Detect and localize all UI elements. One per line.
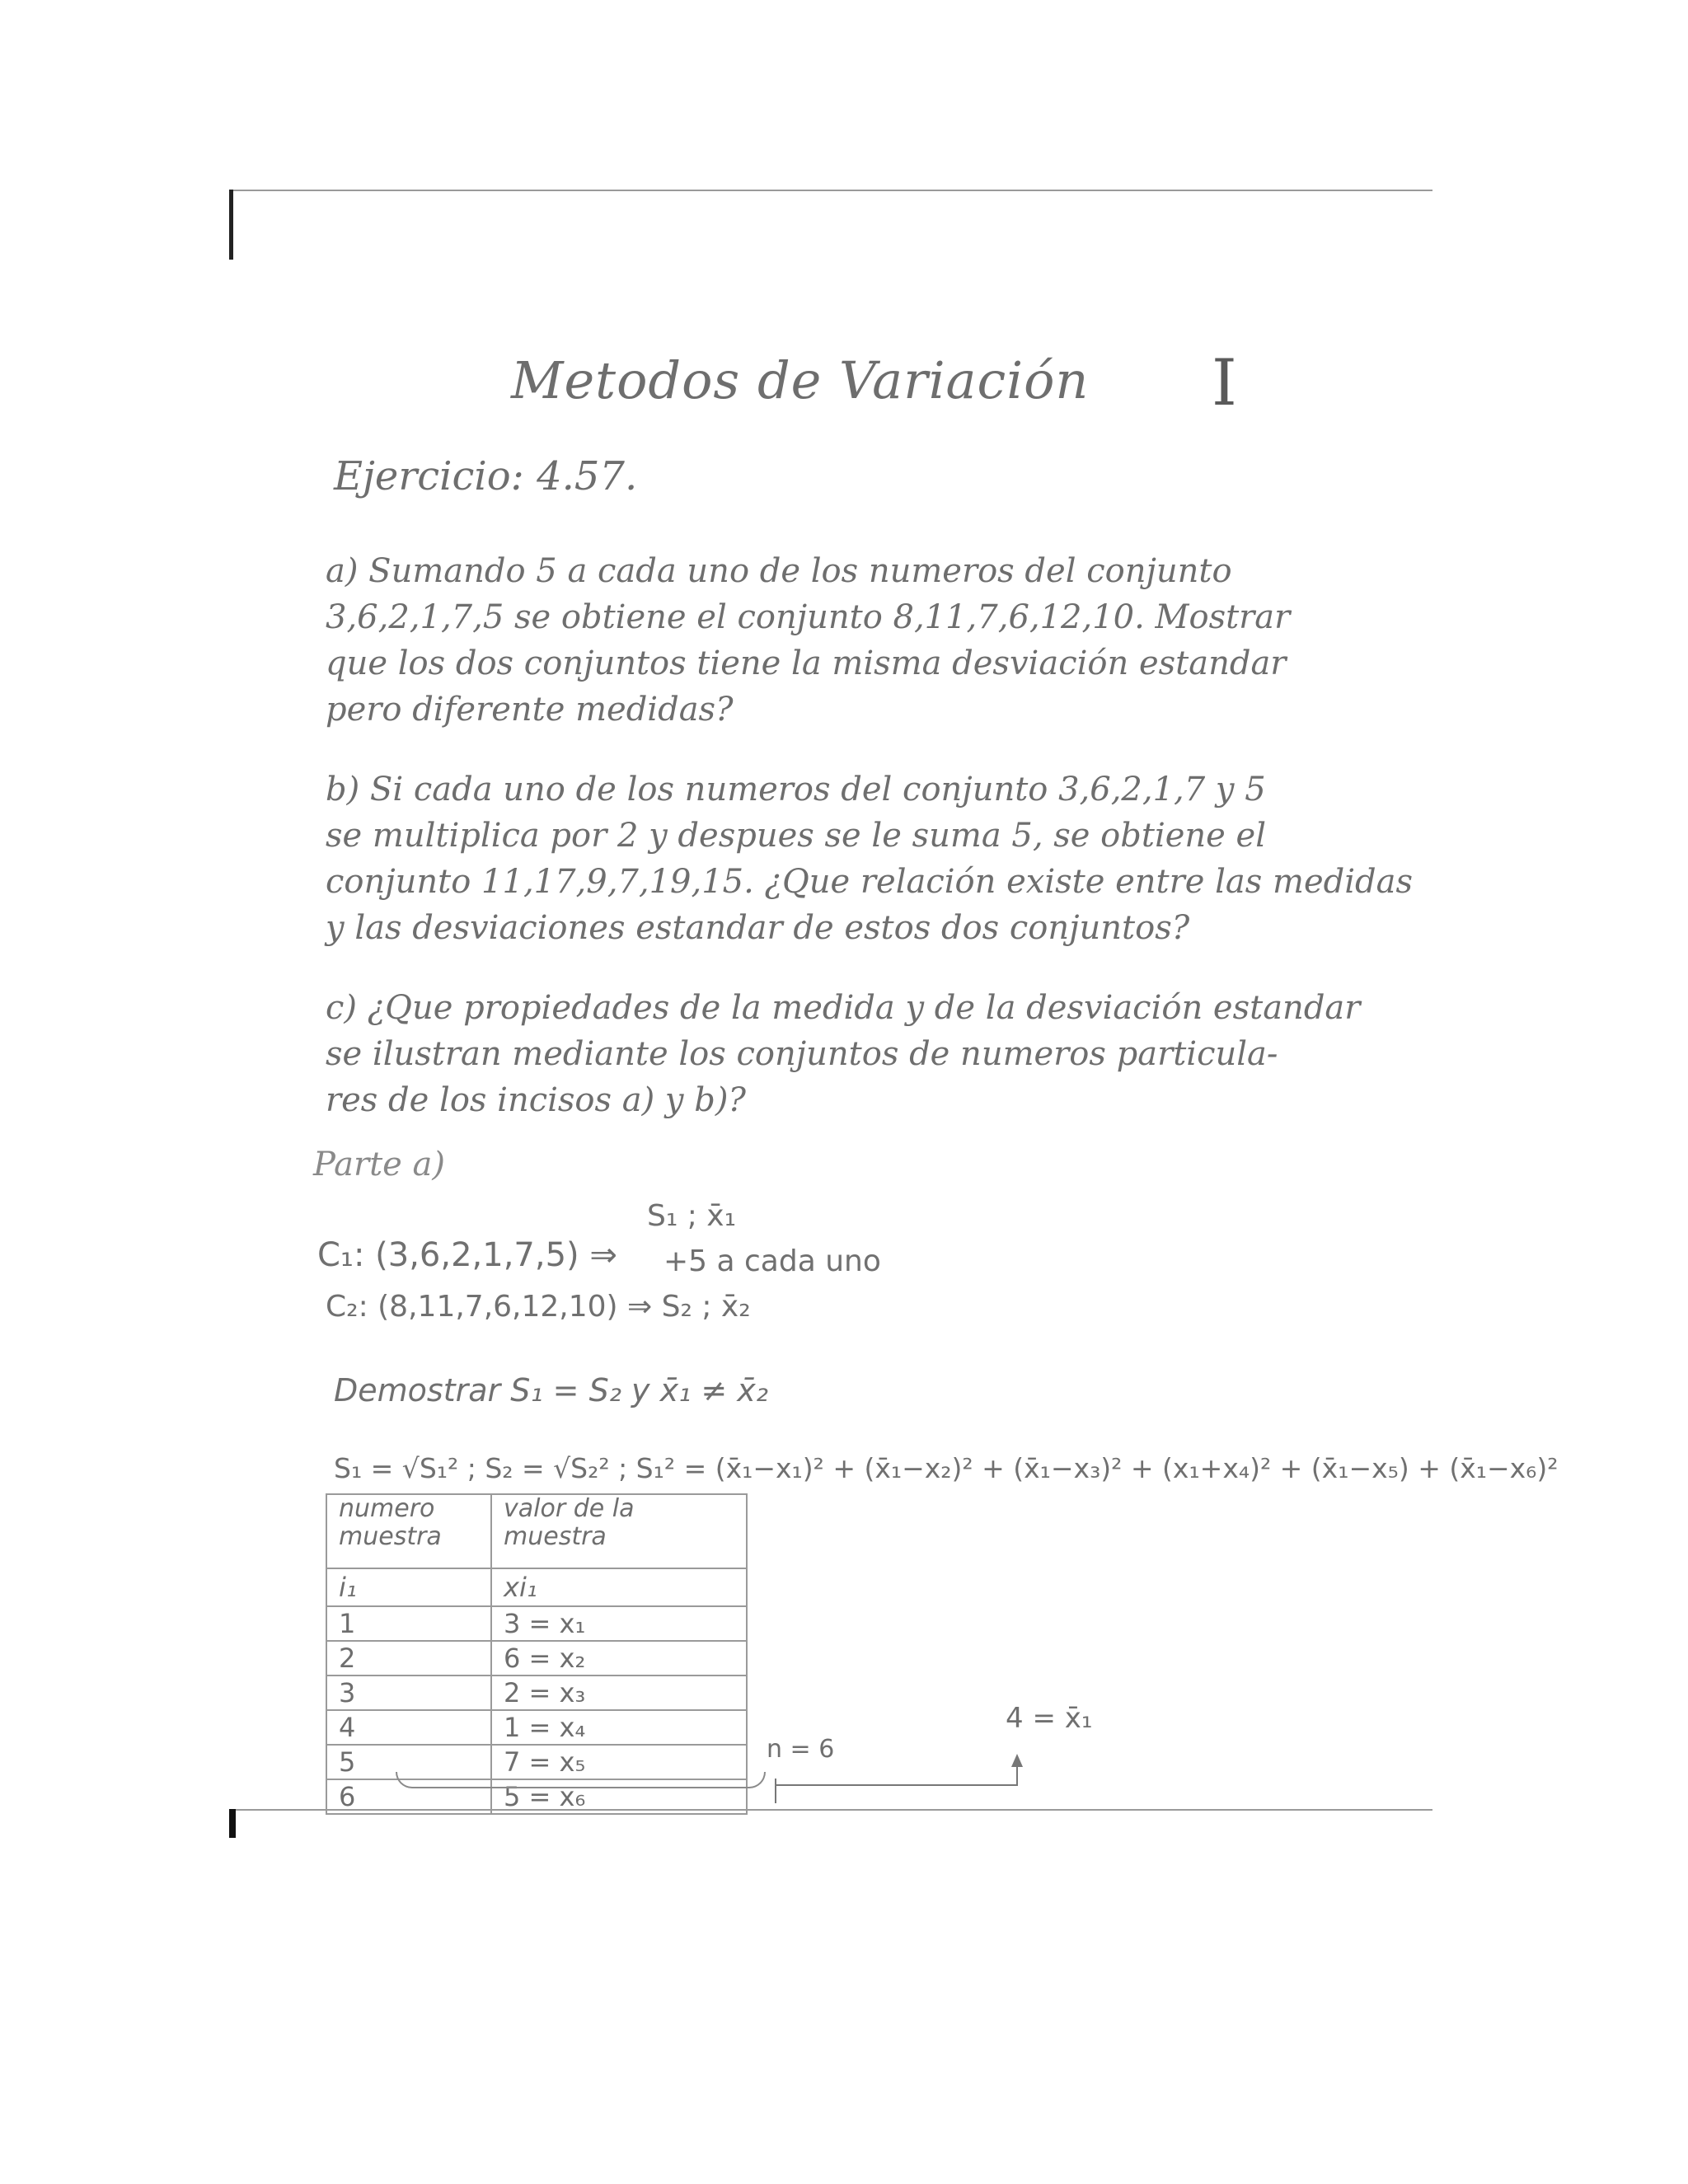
question-b-line: b) Si cada uno de los numeros del conjunto 3,6,2,1,7 y 5 (326, 771, 1266, 808)
question-b (326, 766, 1414, 951)
table-cell-index: 3 (326, 1675, 491, 1710)
plus-five-note: +5 a cada uno (663, 1244, 881, 1278)
left-margin-mark (229, 190, 233, 260)
table-subheader-value: xi₁ (491, 1568, 747, 1606)
table-subheader-row (326, 1568, 747, 1606)
table-row (326, 1675, 747, 1710)
table-cell-index: 6 (326, 1779, 491, 1814)
table-cell-value: 7 = x₅ (491, 1745, 747, 1779)
set-c1: C₁: (3,6,2,1,7,5) ⇒ (317, 1236, 617, 1274)
question-c-line: res de los incisos a) y b)? (326, 1081, 746, 1119)
table-cell-index: 2 (326, 1641, 491, 1675)
table-subheader-index: i₁ (326, 1568, 491, 1606)
question-c (326, 985, 1364, 1123)
part-a-heading: Parte a) (313, 1146, 445, 1183)
connector-line (775, 1784, 1018, 1786)
table-header-sample-value: valor de la muestra (491, 1494, 747, 1568)
table-row (326, 1606, 747, 1641)
table-header-sample-number: numero muestra (326, 1494, 491, 1568)
connector-stem-left (775, 1779, 776, 1803)
top-rule (229, 190, 1432, 191)
question-b-line: se multiplica por 2 y despues se le suma 5, se obtiene el (326, 817, 1267, 855)
question-a (326, 548, 1364, 733)
unit-numeral: I (1212, 346, 1237, 420)
table-cell-index: 1 (326, 1606, 491, 1641)
table-cell-value: 5 = x₆ (491, 1779, 747, 1814)
question-a-line: 3,6,2,1,7,5 se obtiene el conjunto 8,11,7,6,12,10. Mostrar (326, 598, 1291, 636)
page-title: Metodos de Variación (511, 350, 1090, 410)
question-b-line: conjunto 11,17,9,7,19,15. ¿Que relación existe entre las medidas (326, 863, 1414, 901)
sample-table (326, 1493, 748, 1815)
question-c-line: se ilustran mediante los conjuntos de numeros particula- (326, 1035, 1278, 1073)
sample-size-label: n = 6 (767, 1735, 835, 1764)
question-a-line: pero diferente medidas? (326, 691, 734, 729)
question-a-line: que los dos conjuntos tiene la misma desviación estandar (326, 644, 1287, 682)
table-cell-value: 2 = x₃ (491, 1675, 747, 1710)
arrow-up-icon (1011, 1754, 1023, 1767)
table-brace (396, 1772, 766, 1788)
table-cell-index: 4 (326, 1710, 491, 1745)
connector-stem-right (1016, 1764, 1018, 1786)
table-cell-value: 3 = x₁ (491, 1606, 747, 1641)
set-c1-result: S₁ ; x̄₁ (647, 1199, 737, 1233)
exercise-label: Ejercicio: 4.57. (334, 453, 638, 499)
table-row (326, 1710, 747, 1745)
bottom-margin-mark (229, 1809, 236, 1838)
question-a-line: a) Sumando 5 a cada uno de los numeros del conjunto (326, 552, 1232, 590)
set-c2: C₂: (8,11,7,6,12,10) ⇒ S₂ ; x̄₂ (326, 1290, 751, 1324)
question-b-line: y las desviaciones estandar de estos dos conjuntos? (326, 909, 1190, 947)
table-cell-index: 5 (326, 1745, 491, 1779)
mean-label: 4 = x̄₁ (1006, 1702, 1093, 1735)
table-row (326, 1641, 747, 1675)
variance-formula: S₁ = √S₁² ; S₂ = √S₂² ; S₁² = (x̄₁−x₁)² + (x̄₁−x₂)² + (x̄₁−x₃)² + (x₁+x₄)² + (x̄₁−x₅) + (x̄₁−x₆)² (334, 1452, 1559, 1484)
table-cell-value: 1 = x₄ (491, 1710, 747, 1745)
table-cell-value: 6 = x₂ (491, 1641, 747, 1675)
question-c-line: c) ¿Que propiedades de la medida y de la desviación estandar (326, 989, 1361, 1027)
demonstrate-statement: Demostrar S₁ = S₂ y x̄₁ ≠ x̄₂ (334, 1372, 769, 1408)
